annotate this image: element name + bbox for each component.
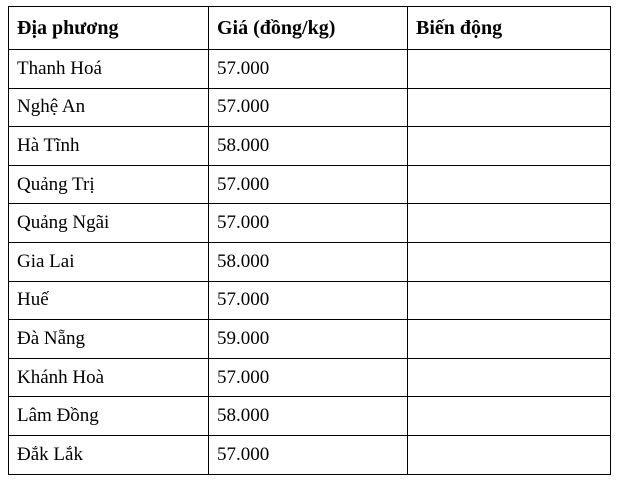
cell-price: 58.000 [209, 397, 408, 436]
header-price: Giá (đồng/kg) [209, 7, 408, 50]
header-row [9, 7, 611, 50]
cell-region: Huế [9, 281, 209, 320]
cell-change [408, 165, 611, 204]
cell-price: 57.000 [209, 50, 408, 89]
table-header [9, 7, 611, 50]
cell-change [408, 320, 611, 359]
cell-price: 57.000 [209, 281, 408, 320]
table-row [9, 397, 611, 436]
cell-region: Thanh Hoá [9, 50, 209, 89]
cell-change [408, 88, 611, 127]
table-row [9, 88, 611, 127]
cell-region: Quảng Ngãi [9, 204, 209, 243]
cell-price: 57.000 [209, 435, 408, 474]
cell-region: Lâm Đồng [9, 397, 209, 436]
cell-region: Gia Lai [9, 242, 209, 281]
cell-region: Nghệ An [9, 88, 209, 127]
cell-price: 57.000 [209, 88, 408, 127]
table-row [9, 50, 611, 89]
cell-price: 57.000 [209, 165, 408, 204]
cell-change [408, 435, 611, 474]
cell-change [408, 50, 611, 89]
cell-change [408, 127, 611, 166]
header-region: Địa phương [9, 7, 209, 50]
cell-price: 59.000 [209, 320, 408, 359]
table-row [9, 358, 611, 397]
table-row [9, 320, 611, 359]
table-row [9, 165, 611, 204]
cell-change [408, 242, 611, 281]
cell-price: 57.000 [209, 204, 408, 243]
cell-region: Đắk Lắk [9, 435, 209, 474]
cell-change [408, 204, 611, 243]
table-row [9, 281, 611, 320]
cell-change [408, 358, 611, 397]
price-table [8, 6, 611, 475]
table-row [9, 242, 611, 281]
header-change: Biến động [408, 7, 611, 50]
cell-region: Hà Tĩnh [9, 127, 209, 166]
table-row [9, 435, 611, 474]
cell-price: 57.000 [209, 358, 408, 397]
cell-region: Quảng Trị [9, 165, 209, 204]
cell-price: 58.000 [209, 127, 408, 166]
table-body [9, 50, 611, 475]
cell-price: 58.000 [209, 242, 408, 281]
cell-change [408, 397, 611, 436]
cell-change [408, 281, 611, 320]
cell-region: Đà Nẵng [9, 320, 209, 359]
cell-region: Khánh Hoà [9, 358, 209, 397]
table-row [9, 127, 611, 166]
table-row [9, 204, 611, 243]
